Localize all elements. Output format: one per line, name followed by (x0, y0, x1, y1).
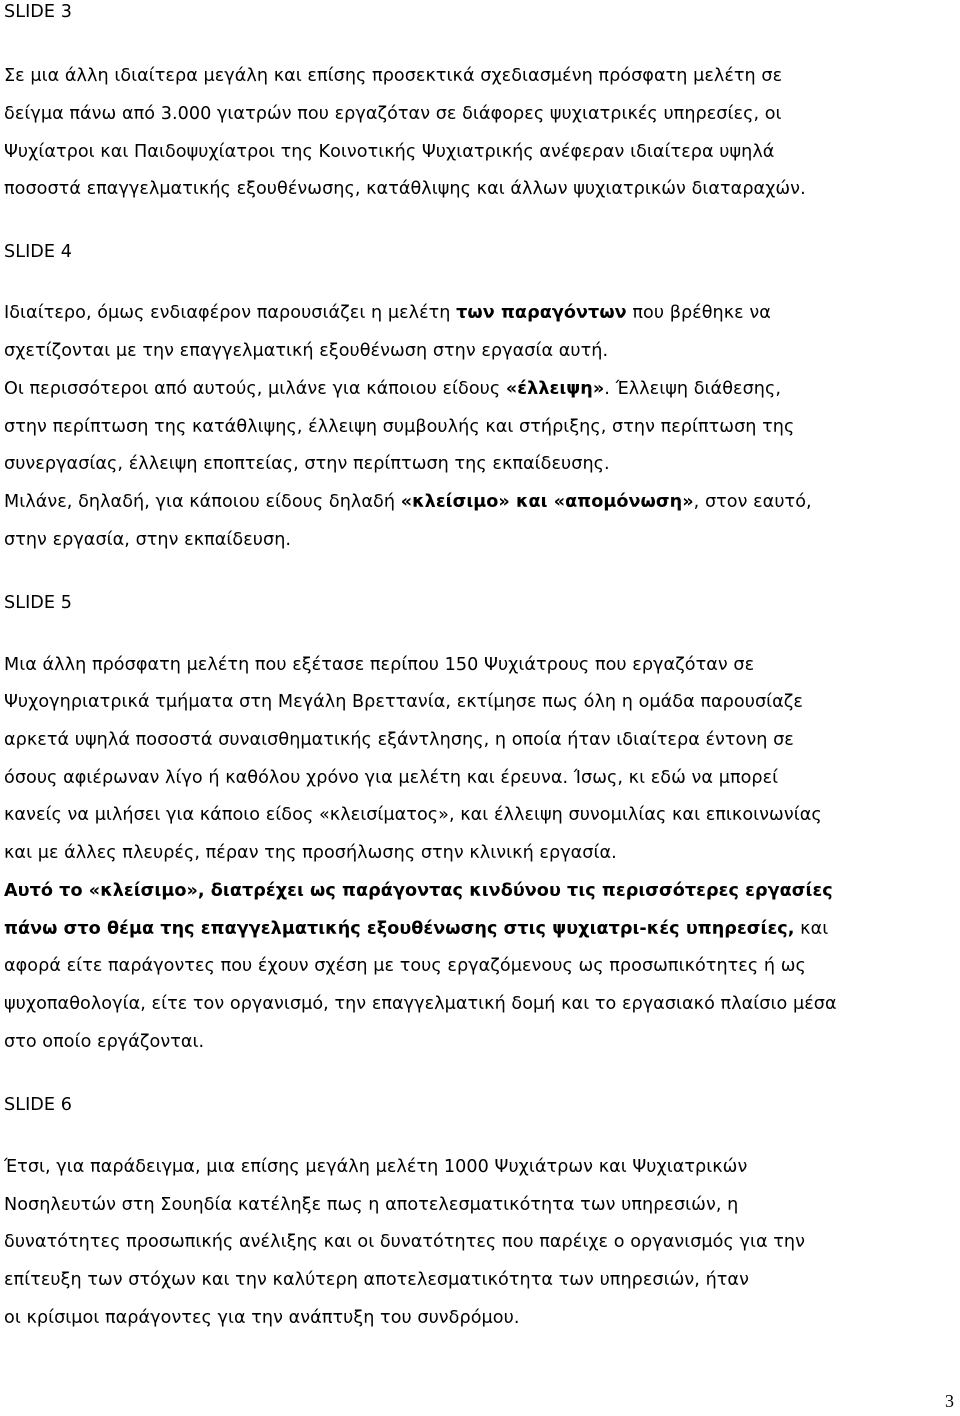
slide5-line-7: Αυτό το «κλείσιμο», διατρέχει ως παράγοντας κινδύνου τις περισσότερες εργασίες (4, 881, 833, 901)
page-number: 3 (945, 1391, 954, 1411)
slide6-line-4: επίτευξη των στόχων και την καλύτερη αποτελεσματικότητα των υπηρεσιών, ήταν (4, 1270, 749, 1290)
slide4-heading: SLIDE 4 (4, 242, 72, 262)
slide5-line-9: αφορά είτε παράγοντες που έχουν σχέση με τους εργαζόμενους ως προσωπικότητες ή ως (4, 956, 806, 976)
slide4-line-1: Ιδιαίτερο, όμως ενδιαφέρον παρουσιάζει η μελέτη των παραγόντων που βρέθηκε να (4, 303, 771, 323)
slide5-heading: SLIDE 5 (4, 593, 72, 613)
slide3-line-2: δείγμα πάνω από 3.000 γιατρών που εργαζόταν σε διάφορες ψυχιατρικές υπηρεσίες, οι (4, 104, 782, 124)
slide5-line-2: Ψυχογηριατρικά τμήματα στη Μεγάλη Βρεττανία, εκτίμησε πως όλη η ομάδα παρουσίαζε (4, 692, 803, 712)
slide4-line-7: στην εργασία, στην εκπαίδευση. (4, 530, 292, 550)
slide3-heading: SLIDE 3 (4, 2, 72, 22)
slide5-line-11: στο οποίο εργάζονται. (4, 1032, 205, 1052)
slide6-line-5: οι κρίσιμοι παράγοντες για την ανάπτυξη του συνδρόμου. (4, 1308, 520, 1328)
slide4-line-3: Οι περισσότεροι από αυτούς, μιλάνε για κάποιου είδους «έλλειψη». Έλλειψη διάθεσης, (4, 379, 781, 399)
slide3-line-3: Ψυχίατροι και Παιδοψυχίατροι της Κοινοτικής Ψυχιατρικής ανέφεραν ιδιαίτερα υψηλά (4, 142, 775, 162)
slide4-line-5: συνεργασίας, έλλειψη εποπτείας, στην περίπτωση της εκπαίδευσης. (4, 454, 610, 474)
slide6-line-3: δυνατότητες προσωπικής ανέλιξης και οι δυνατότητες που παρέιχε ο οργανισμός για την (4, 1232, 805, 1252)
emphasis-closure-isolation: «κλείσιμο» και «απομόνωση» (400, 492, 694, 512)
slide5-line-10: ψυχοπαθολογία, είτε τον οργανισμό, την επαγγελματική δομή και το εργασιακό πλαίσιο μέσα (4, 994, 837, 1014)
slide5-line-8: πάνω στο θέμα της επαγγελματικής εξουθένωσης στις ψυχιατρι-κές υπηρεσίες, και (4, 919, 829, 939)
emphasis-lack: «έλλειψη» (505, 379, 605, 399)
slide6-heading: SLIDE 6 (4, 1095, 72, 1115)
slide5-line-6: και με άλλες πλευρές, πέραν της προσήλωσης στην κλινική εργασία. (4, 843, 617, 863)
slide5-line-3: αρκετά υψηλά ποσοστά συναισθηματικής εξάντλησης, η οποία ήταν ιδιαίτερα έντονη σε (4, 730, 794, 750)
slide3-line-1: Σε μια άλλη ιδιαίτερα μεγάλη και επίσης προσεκτικά σχεδιασμένη πρόσφατη μελέτη σε (4, 66, 783, 86)
emphasis-factors: των παραγόντων (456, 303, 627, 323)
slide6-line-2: Νοσηλευτών στη Σουηδία κατέληξε πως η αποτελεσματικότητα των υπηρεσιών, η (4, 1195, 739, 1215)
slide5-line-1: Μια άλλη πρόσφατη μελέτη που εξέτασε περίπου 150 Ψυχιάτρους που εργαζόταν σε (4, 655, 755, 675)
slide4-line-2: σχετίζονται με την επαγγελματική εξουθένωση στην εργασία αυτή. (4, 341, 609, 361)
slide5-line-4: όσους αφιέρωναν λίγο ή καθόλου χρόνο για μελέτη και έρευνα. Ίσως, κι εδώ να μπορεί (4, 768, 779, 788)
slide5-line-5: κανείς να μιλήσει για κάποιο είδος «κλεισίματος», και έλλειψη συνομιλίας και επικοινωνίας (4, 805, 822, 825)
slide6-line-1: Έτσι, για παράδειγμα, μια επίσης μεγάλη μελέτη 1000 Ψυχιάτρων και Ψυχιατρικών (4, 1157, 748, 1177)
slide3-line-4: ποσοστά επαγγελματικής εξουθένωσης, κατάθλιψης και άλλων ψυχιατρικών διαταραχών. (4, 179, 806, 199)
slide4-line-6: Μιλάνε, δηλαδή, για κάποιου είδους δηλαδή «κλείσιμο» και «απομόνωση», στον εαυτό, (4, 492, 812, 512)
slide4-line-4: στην περίπτωση της κατάθλιψης, έλλειψη συμβουλής και στήριξης, στην περίπτωση της (4, 417, 795, 437)
